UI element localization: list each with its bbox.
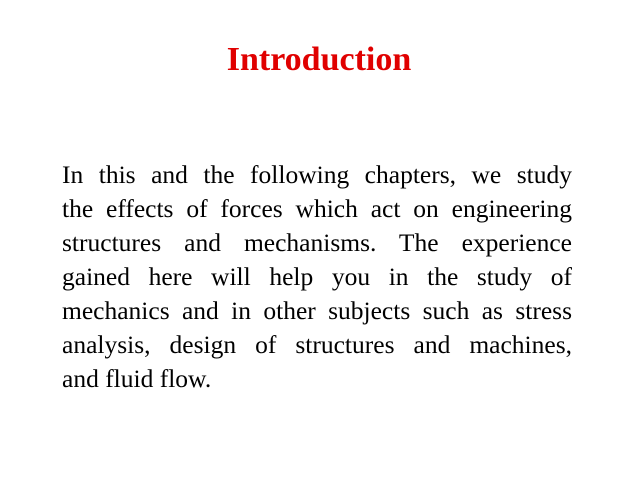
body-line-2: the effects of forces which act on engineering [62, 194, 572, 223]
body-line-3: structures and mechanisms. The experience [62, 228, 572, 257]
body-line-1: In this and the following chapters, we study [62, 160, 572, 189]
slide-body-text [62, 158, 572, 396]
body-line-6: analysis, design of structures and machines, [62, 330, 572, 359]
slide-title: Introduction [226, 41, 412, 78]
body-line-4: gained here will help you in the study of [62, 262, 572, 291]
body-line-7: and fluid flow. [62, 364, 212, 393]
body-line-5: mechanics and in other subjects such as stress [62, 296, 572, 325]
